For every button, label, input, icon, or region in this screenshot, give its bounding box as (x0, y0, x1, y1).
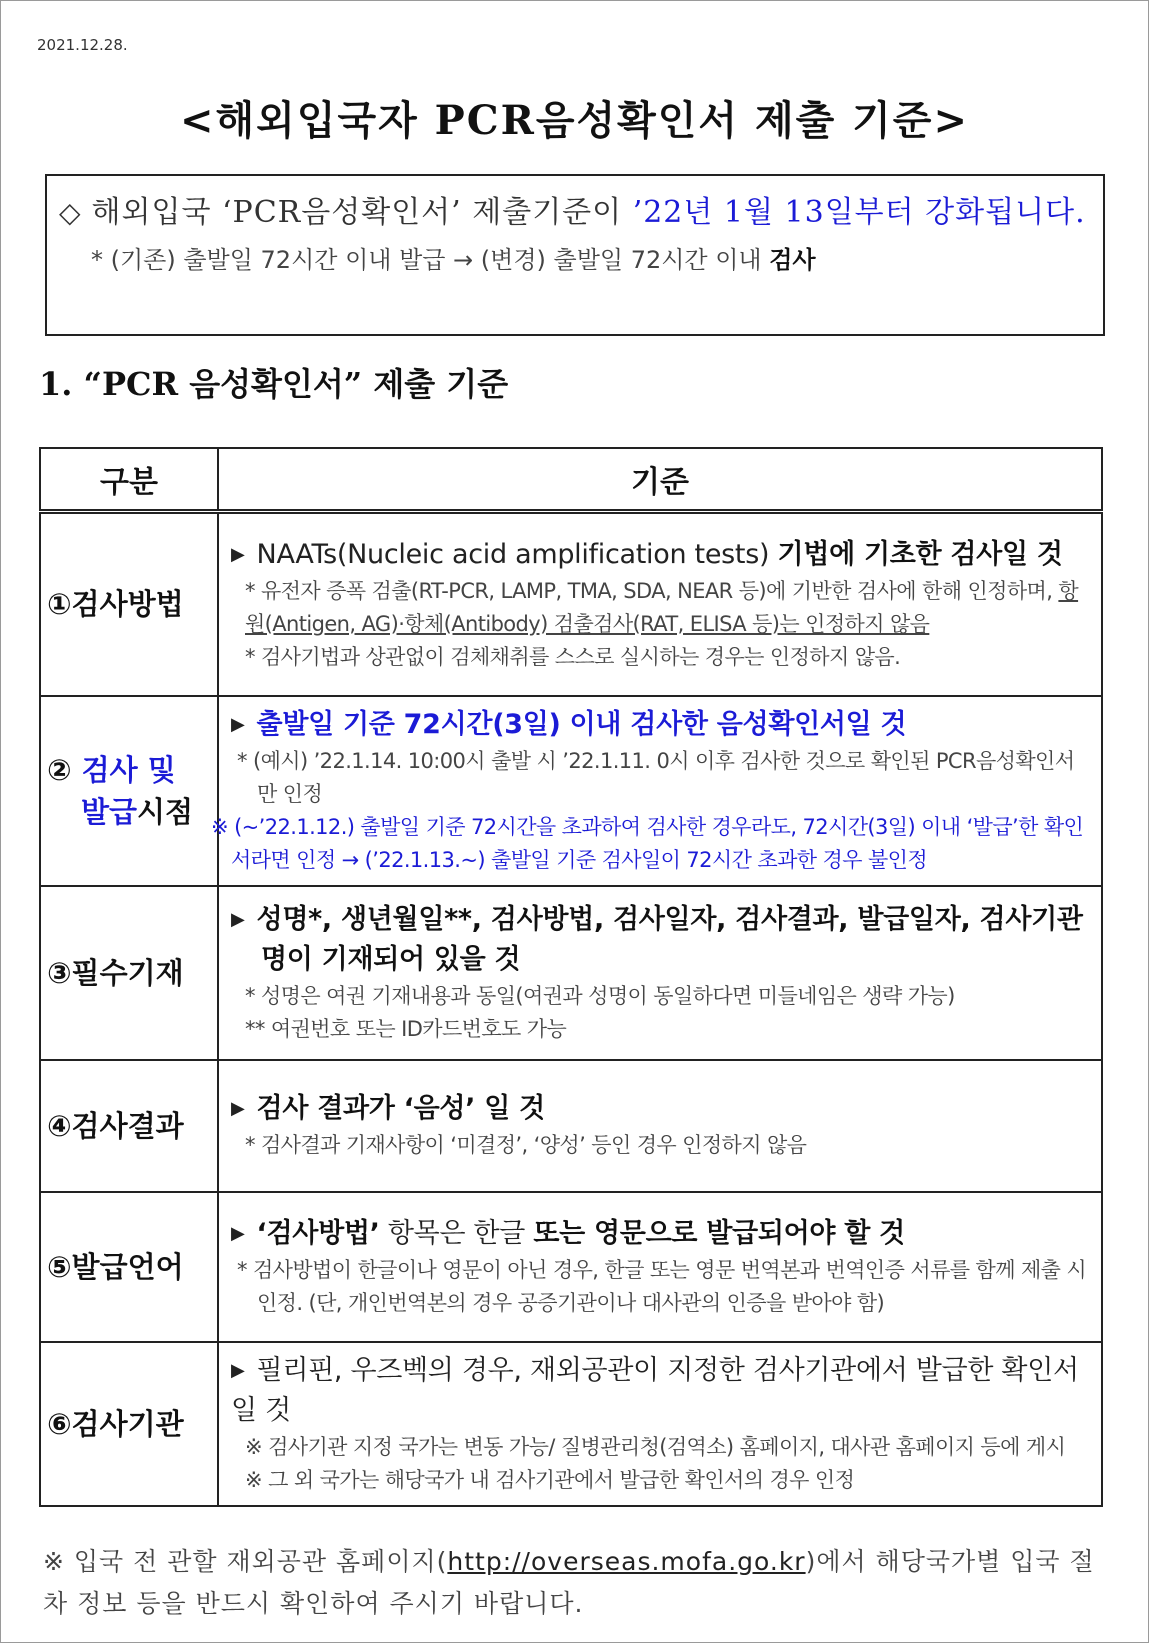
label-text: 시점 (137, 794, 194, 829)
row-note: * 검사결과 기재사항이 ‘미결정’, ‘양성’ 등인 경우 인정하지 않음 (245, 1133, 807, 1157)
row-note-blue: ※ (~’22.1.12.) 출발일 기준 72시간을 초과하여 검사한 경우라도, 72시간(3일) 이내 ‘발급’한 확인서라면 인정 → (’22.1.13.~) 출발일 기준 검사일이 72시간 초과한 경우 불인정 (211, 814, 1084, 872)
triangle-bullet-icon: ▶ (231, 1222, 245, 1244)
triangle-bullet-icon: ▶ (231, 1098, 245, 1119)
triangle-bullet-icon: ▶ (231, 543, 245, 565)
row-content (211, 696, 1102, 886)
row-note: ** 여권번호 또는 ID카드번호도 가능 (245, 1016, 567, 1041)
footer-prefix: ※ 입국 전 관할 재외공관 홈페이지( (43, 1547, 448, 1576)
notice-sub-prefix: * (기존) 출발일 72시간 이내 발급 → (변경) 출발일 72시간 이내 (91, 246, 770, 274)
row-label (40, 696, 218, 886)
row-label: ⑥검사기관 (40, 1342, 218, 1506)
table-row-required-items (40, 886, 1102, 1060)
lead-normal-text: 항목은 한글 (379, 1217, 534, 1249)
header-criteria: 기준 (218, 448, 1102, 512)
note-text: * 유전자 증폭 검출(RT-PCR, LAMP, TMA, SDA, NEAR 등)에 기반한 검사에 한해 인정하며, (245, 578, 1059, 603)
row-lead (231, 900, 1093, 980)
lead-bold-text: 검사 결과가 ‘음성’ 일 것 (256, 1093, 545, 1124)
row-note: ※ 그 외 국가는 해당국가 내 검사기관에서 발급한 확인서의 경우 인정 (245, 1467, 855, 1492)
note-underlined-text: 항원(Antigen, AG)·항체(Antibody) 검출검사(RAT, ELISA 등)는 인정하지 않음 (245, 578, 1079, 636)
notice-sub-bold: 검사 (769, 246, 816, 274)
row-note: * (예시) ’22.1.14. 10:00시 출발 시 ’22.1.11. 0시 이후 검사한 것으로 확인된 PCR음성확인서만 인정 (237, 748, 1075, 806)
label-blue-text: 발급 (81, 794, 138, 829)
lead-bold-text: ‘검사방법’ (256, 1217, 380, 1249)
table-row-test-institution (40, 1342, 1102, 1506)
table-row-test-timing (40, 696, 1102, 886)
row-lead (231, 535, 1093, 575)
row-note: ※ 검사기관 지정 국가는 변동 가능/ 질병관리청(검역소) 홈페이지, 대사관 홈페이지 등에 게시 (245, 1434, 1066, 1459)
row-lead (231, 1214, 1093, 1254)
row-content (218, 886, 1102, 1060)
row-content (218, 1192, 1102, 1342)
label-blue-text: 검사 및 (81, 752, 176, 787)
table-header-row (40, 448, 1102, 512)
row-lead (231, 1089, 1093, 1129)
criteria-table (39, 447, 1103, 1507)
notice-box (45, 174, 1105, 336)
triangle-bullet-icon: ▶ (231, 1359, 245, 1381)
lead-normal-text: 필리핀, 우즈벡의 경우, 재외공관이 지정한 검사기관에서 발급한 확인서일 것 (231, 1354, 1079, 1426)
label-number: ② (47, 752, 72, 787)
row-note (231, 575, 1093, 641)
row-label: ①검사방법 (40, 512, 218, 696)
triangle-bullet-icon: ▶ (231, 908, 245, 930)
footer-note (43, 1541, 1107, 1625)
lead-bold-text: 기법에 기초한 검사일 것 (777, 538, 1063, 570)
row-content (218, 1342, 1102, 1506)
mofa-link[interactable]: http://overseas.mofa.go.kr (447, 1547, 806, 1576)
row-content (218, 1060, 1102, 1192)
diamond-icon: ◇ (59, 196, 82, 229)
row-note: * 검사방법이 한글이나 영문이 아닌 경우, 한글 또는 영문 번역본과 번역인증 서류를 함께 제출 시 인정. (단, 개인번역본의 경우 공증기관이나 대사관의 인증을 받아야 함) (237, 1257, 1087, 1315)
lead-normal-text: NAATs(Nucleic acid amplification tests) (256, 538, 778, 570)
footer-suffix: )에서 해당국가별 입국 절차 정보 등을 반드시 확인하여 주시기 바랍니다. (43, 1547, 1095, 1618)
row-note: * 성명은 여권 기재내용과 동일(여권과 성명이 동일하다면 미들네임은 생략 가능) (245, 983, 955, 1008)
document-title: <해외입국자 PCR음성확인서 제출 기준> (180, 97, 969, 144)
table-row-language (40, 1192, 1102, 1342)
row-label: ③필수기재 (40, 886, 218, 1060)
row-note: * 검사기법과 상관없이 검체채취를 스스로 실시하는 경우는 인정하지 않음. (245, 644, 901, 669)
section-title: 1. “PCR 음성확인서” 제출 기준 (39, 365, 509, 403)
notice-main-text (59, 190, 1089, 236)
table-row-test-result (40, 1060, 1102, 1192)
table-row-test-method (40, 512, 1102, 696)
header-category: 구분 (40, 448, 218, 512)
row-lead (231, 1351, 1093, 1431)
notice-subtext (59, 240, 1089, 275)
lead-bold-text: 성명*, 생년월일**, 검사방법, 검사일자, 검사결과, 발급일자, 검사기관명이 기재되어 있을 것 (256, 903, 1083, 975)
row-label: ④검사결과 (40, 1060, 218, 1192)
row-lead (231, 705, 1093, 745)
row-label: ⑤발급언어 (40, 1192, 218, 1342)
lead-bold-text: 출발일 기준 72시간(3일) 이내 검사한 음성확인서일 것 (256, 708, 907, 740)
document-date: 2021.12.28. (37, 36, 128, 54)
triangle-bullet-icon: ▶ (231, 713, 245, 735)
lead-bold-text: 또는 영문으로 발급되어야 할 것 (533, 1217, 905, 1249)
notice-text: 해외입국 ‘PCR음성확인서’ 제출기준이 (91, 195, 633, 230)
notice-highlight: ’22년 1월 13일부터 강화됩니다. (632, 195, 1086, 230)
row-content (218, 512, 1102, 696)
